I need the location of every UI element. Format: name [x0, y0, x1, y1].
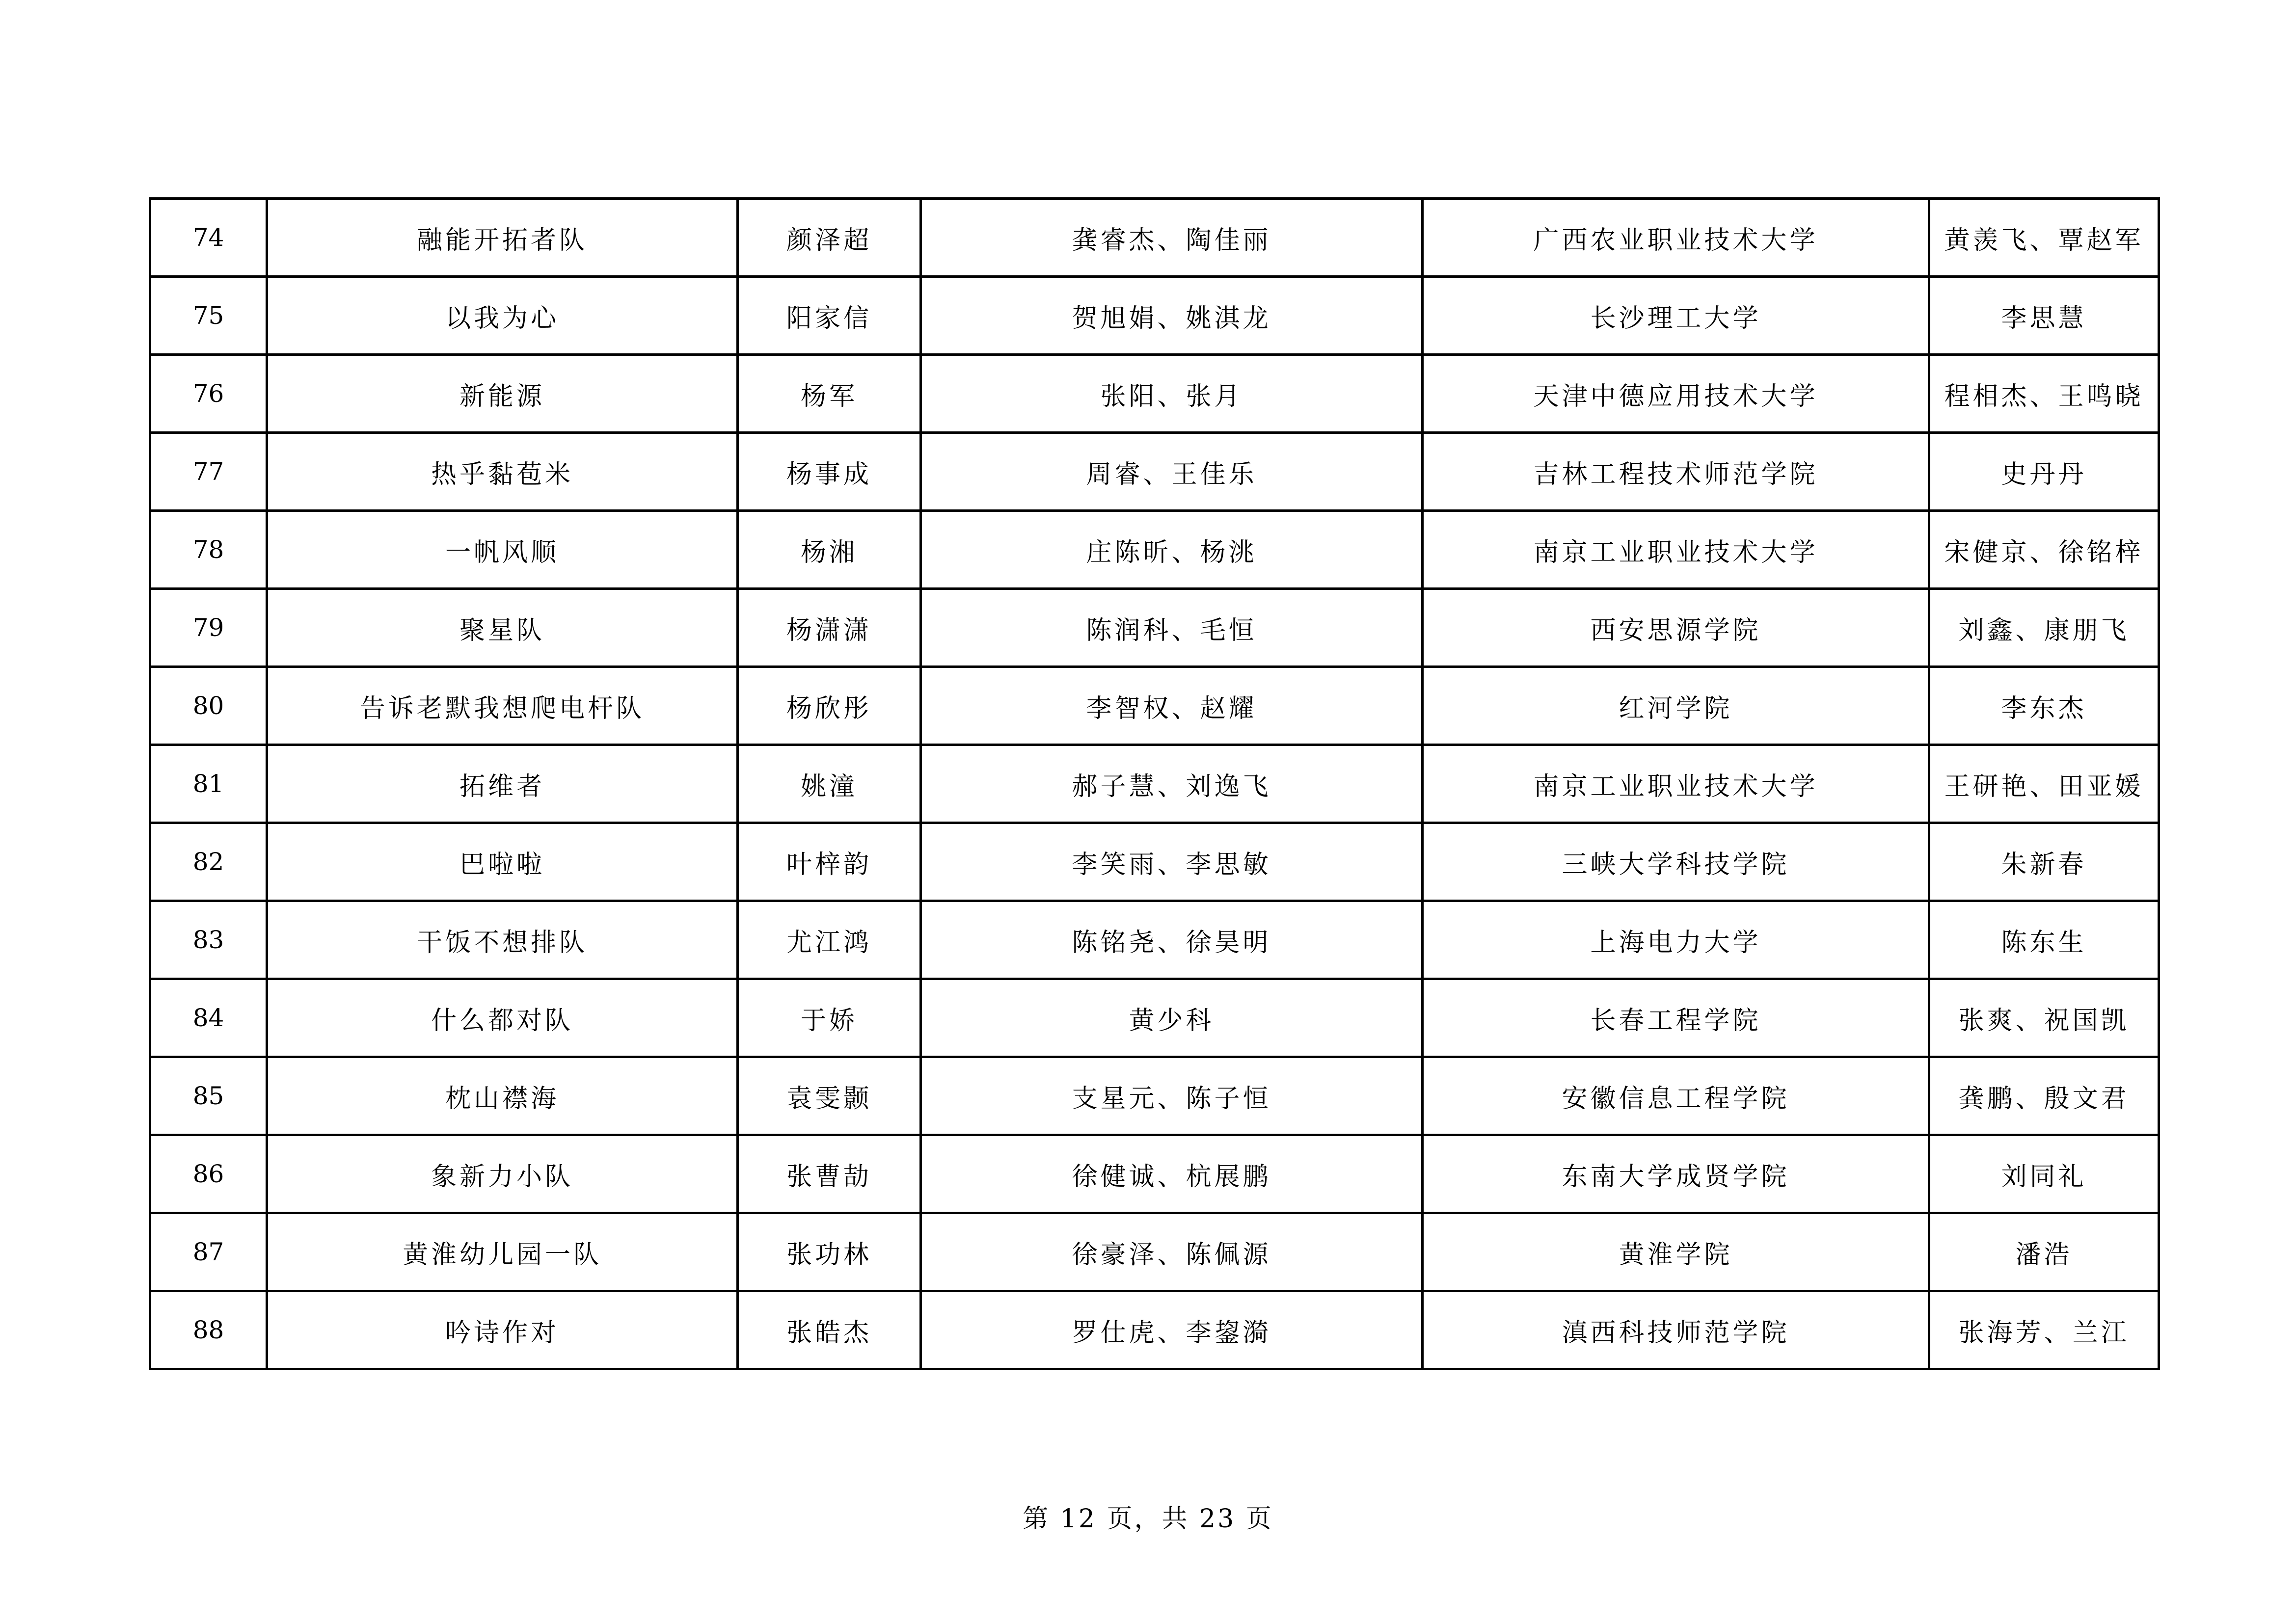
cell-number: 79 [150, 589, 267, 667]
cell-school: 广西农业职业技术大学 [1423, 199, 1929, 277]
cell-number: 86 [150, 1135, 267, 1213]
cell-school: 上海电力大学 [1423, 901, 1929, 979]
cell-number: 85 [150, 1057, 267, 1135]
cell-members: 贺旭娟、姚淇龙 [921, 277, 1423, 355]
cell-number: 88 [150, 1291, 267, 1369]
table-row [150, 1135, 2159, 1213]
cell-members: 徐健诚、杭展鹏 [921, 1135, 1423, 1213]
table-row [150, 1291, 2159, 1369]
cell-school: 南京工业职业技术大学 [1423, 745, 1929, 823]
cell-school: 吉林工程技术师范学院 [1423, 433, 1929, 511]
cell-number: 81 [150, 745, 267, 823]
cell-members: 徐豪泽、陈佩源 [921, 1213, 1423, 1291]
cell-team-name: 巴啦啦 [267, 823, 738, 901]
cell-members: 陈铭尧、徐昊明 [921, 901, 1423, 979]
cell-members: 李智权、赵耀 [921, 667, 1423, 745]
roster-body [150, 199, 2159, 1369]
cell-number: 82 [150, 823, 267, 901]
cell-members: 黄少科 [921, 979, 1423, 1057]
cell-advisors: 宋健京、徐铭梓 [1929, 511, 2159, 589]
table-row [150, 199, 2159, 277]
cell-school: 长春工程学院 [1423, 979, 1929, 1057]
table-row [150, 433, 2159, 511]
cell-team-name: 什么都对队 [267, 979, 738, 1057]
cell-number: 77 [150, 433, 267, 511]
cell-team-name: 象新力小队 [267, 1135, 738, 1213]
cell-leader: 尤江鸿 [738, 901, 921, 979]
table-row [150, 901, 2159, 979]
roster-table [149, 197, 2160, 1370]
cell-leader: 杨欣彤 [738, 667, 921, 745]
cell-school: 长沙理工大学 [1423, 277, 1929, 355]
cell-members: 郝子慧、刘逸飞 [921, 745, 1423, 823]
cell-leader: 杨潇潇 [738, 589, 921, 667]
cell-school: 东南大学成贤学院 [1423, 1135, 1929, 1213]
cell-team-name: 干饭不想排队 [267, 901, 738, 979]
cell-team-name: 新能源 [267, 355, 738, 433]
cell-school: 西安思源学院 [1423, 589, 1929, 667]
cell-members: 龚睿杰、陶佳丽 [921, 199, 1423, 277]
table-row [150, 667, 2159, 745]
cell-advisors: 张爽、祝国凯 [1929, 979, 2159, 1057]
cell-advisors: 潘浩 [1929, 1213, 2159, 1291]
cell-team-name: 黄淮幼儿园一队 [267, 1213, 738, 1291]
cell-number: 83 [150, 901, 267, 979]
cell-leader: 姚潼 [738, 745, 921, 823]
cell-members: 支星元、陈子恒 [921, 1057, 1423, 1135]
cell-members: 庄陈昕、杨洮 [921, 511, 1423, 589]
cell-number: 87 [150, 1213, 267, 1291]
cell-leader: 张功林 [738, 1213, 921, 1291]
cell-team-name: 吟诗作对 [267, 1291, 738, 1369]
cell-leader: 杨事成 [738, 433, 921, 511]
cell-leader: 阳家信 [738, 277, 921, 355]
cell-members: 李笑雨、李思敏 [921, 823, 1423, 901]
cell-team-name: 聚星队 [267, 589, 738, 667]
cell-team-name: 融能开拓者队 [267, 199, 738, 277]
cell-school: 红河学院 [1423, 667, 1929, 745]
cell-team-name: 以我为心 [267, 277, 738, 355]
cell-number: 76 [150, 355, 267, 433]
cell-team-name: 告诉老默我想爬电杆队 [267, 667, 738, 745]
cell-leader: 颜泽超 [738, 199, 921, 277]
cell-team-name: 枕山襟海 [267, 1057, 738, 1135]
table-row [150, 823, 2159, 901]
cell-team-name: 一帆风顺 [267, 511, 738, 589]
cell-advisors: 程相杰、王鸣晓 [1929, 355, 2159, 433]
cell-leader: 杨湘 [738, 511, 921, 589]
table-row [150, 1213, 2159, 1291]
cell-advisors: 李东杰 [1929, 667, 2159, 745]
cell-number: 78 [150, 511, 267, 589]
cell-school: 黄淮学院 [1423, 1213, 1929, 1291]
cell-number: 80 [150, 667, 267, 745]
cell-members: 罗仕虎、李鋆漪 [921, 1291, 1423, 1369]
cell-leader: 杨军 [738, 355, 921, 433]
cell-leader: 于娇 [738, 979, 921, 1057]
cell-team-name: 拓维者 [267, 745, 738, 823]
cell-school: 南京工业职业技术大学 [1423, 511, 1929, 589]
cell-members: 周睿、王佳乐 [921, 433, 1423, 511]
cell-school: 安徽信息工程学院 [1423, 1057, 1929, 1135]
cell-advisors: 黄羡飞、覃赵军 [1929, 199, 2159, 277]
cell-advisors: 龚鹏、殷文君 [1929, 1057, 2159, 1135]
table-row [150, 1057, 2159, 1135]
cell-number: 75 [150, 277, 267, 355]
cell-members: 陈润科、毛恒 [921, 589, 1423, 667]
cell-leader: 张皓杰 [738, 1291, 921, 1369]
cell-advisors: 刘同礼 [1929, 1135, 2159, 1213]
cell-leader: 张曹劼 [738, 1135, 921, 1213]
cell-leader: 叶梓韵 [738, 823, 921, 901]
table-row [150, 979, 2159, 1057]
table-row [150, 745, 2159, 823]
table-row [150, 589, 2159, 667]
cell-advisors: 史丹丹 [1929, 433, 2159, 511]
cell-advisors: 李思慧 [1929, 277, 2159, 355]
cell-advisors: 王研艳、田亚媛 [1929, 745, 2159, 823]
cell-number: 74 [150, 199, 267, 277]
cell-members: 张阳、张月 [921, 355, 1423, 433]
cell-school: 三峡大学科技学院 [1423, 823, 1929, 901]
cell-school: 滇西科技师范学院 [1423, 1291, 1929, 1369]
cell-school: 天津中德应用技术大学 [1423, 355, 1929, 433]
cell-advisors: 陈东生 [1929, 901, 2159, 979]
page-number: 第 12 页，共 23 页 [1023, 1504, 1273, 1534]
cell-team-name: 热乎黏苞米 [267, 433, 738, 511]
table-row [150, 355, 2159, 433]
cell-number: 84 [150, 979, 267, 1057]
table-row [150, 511, 2159, 589]
cell-advisors: 张海芳、兰江 [1929, 1291, 2159, 1369]
cell-advisors: 刘鑫、康朋飞 [1929, 589, 2159, 667]
table-row [150, 277, 2159, 355]
cell-advisors: 朱新春 [1929, 823, 2159, 901]
cell-leader: 袁雯颢 [738, 1057, 921, 1135]
